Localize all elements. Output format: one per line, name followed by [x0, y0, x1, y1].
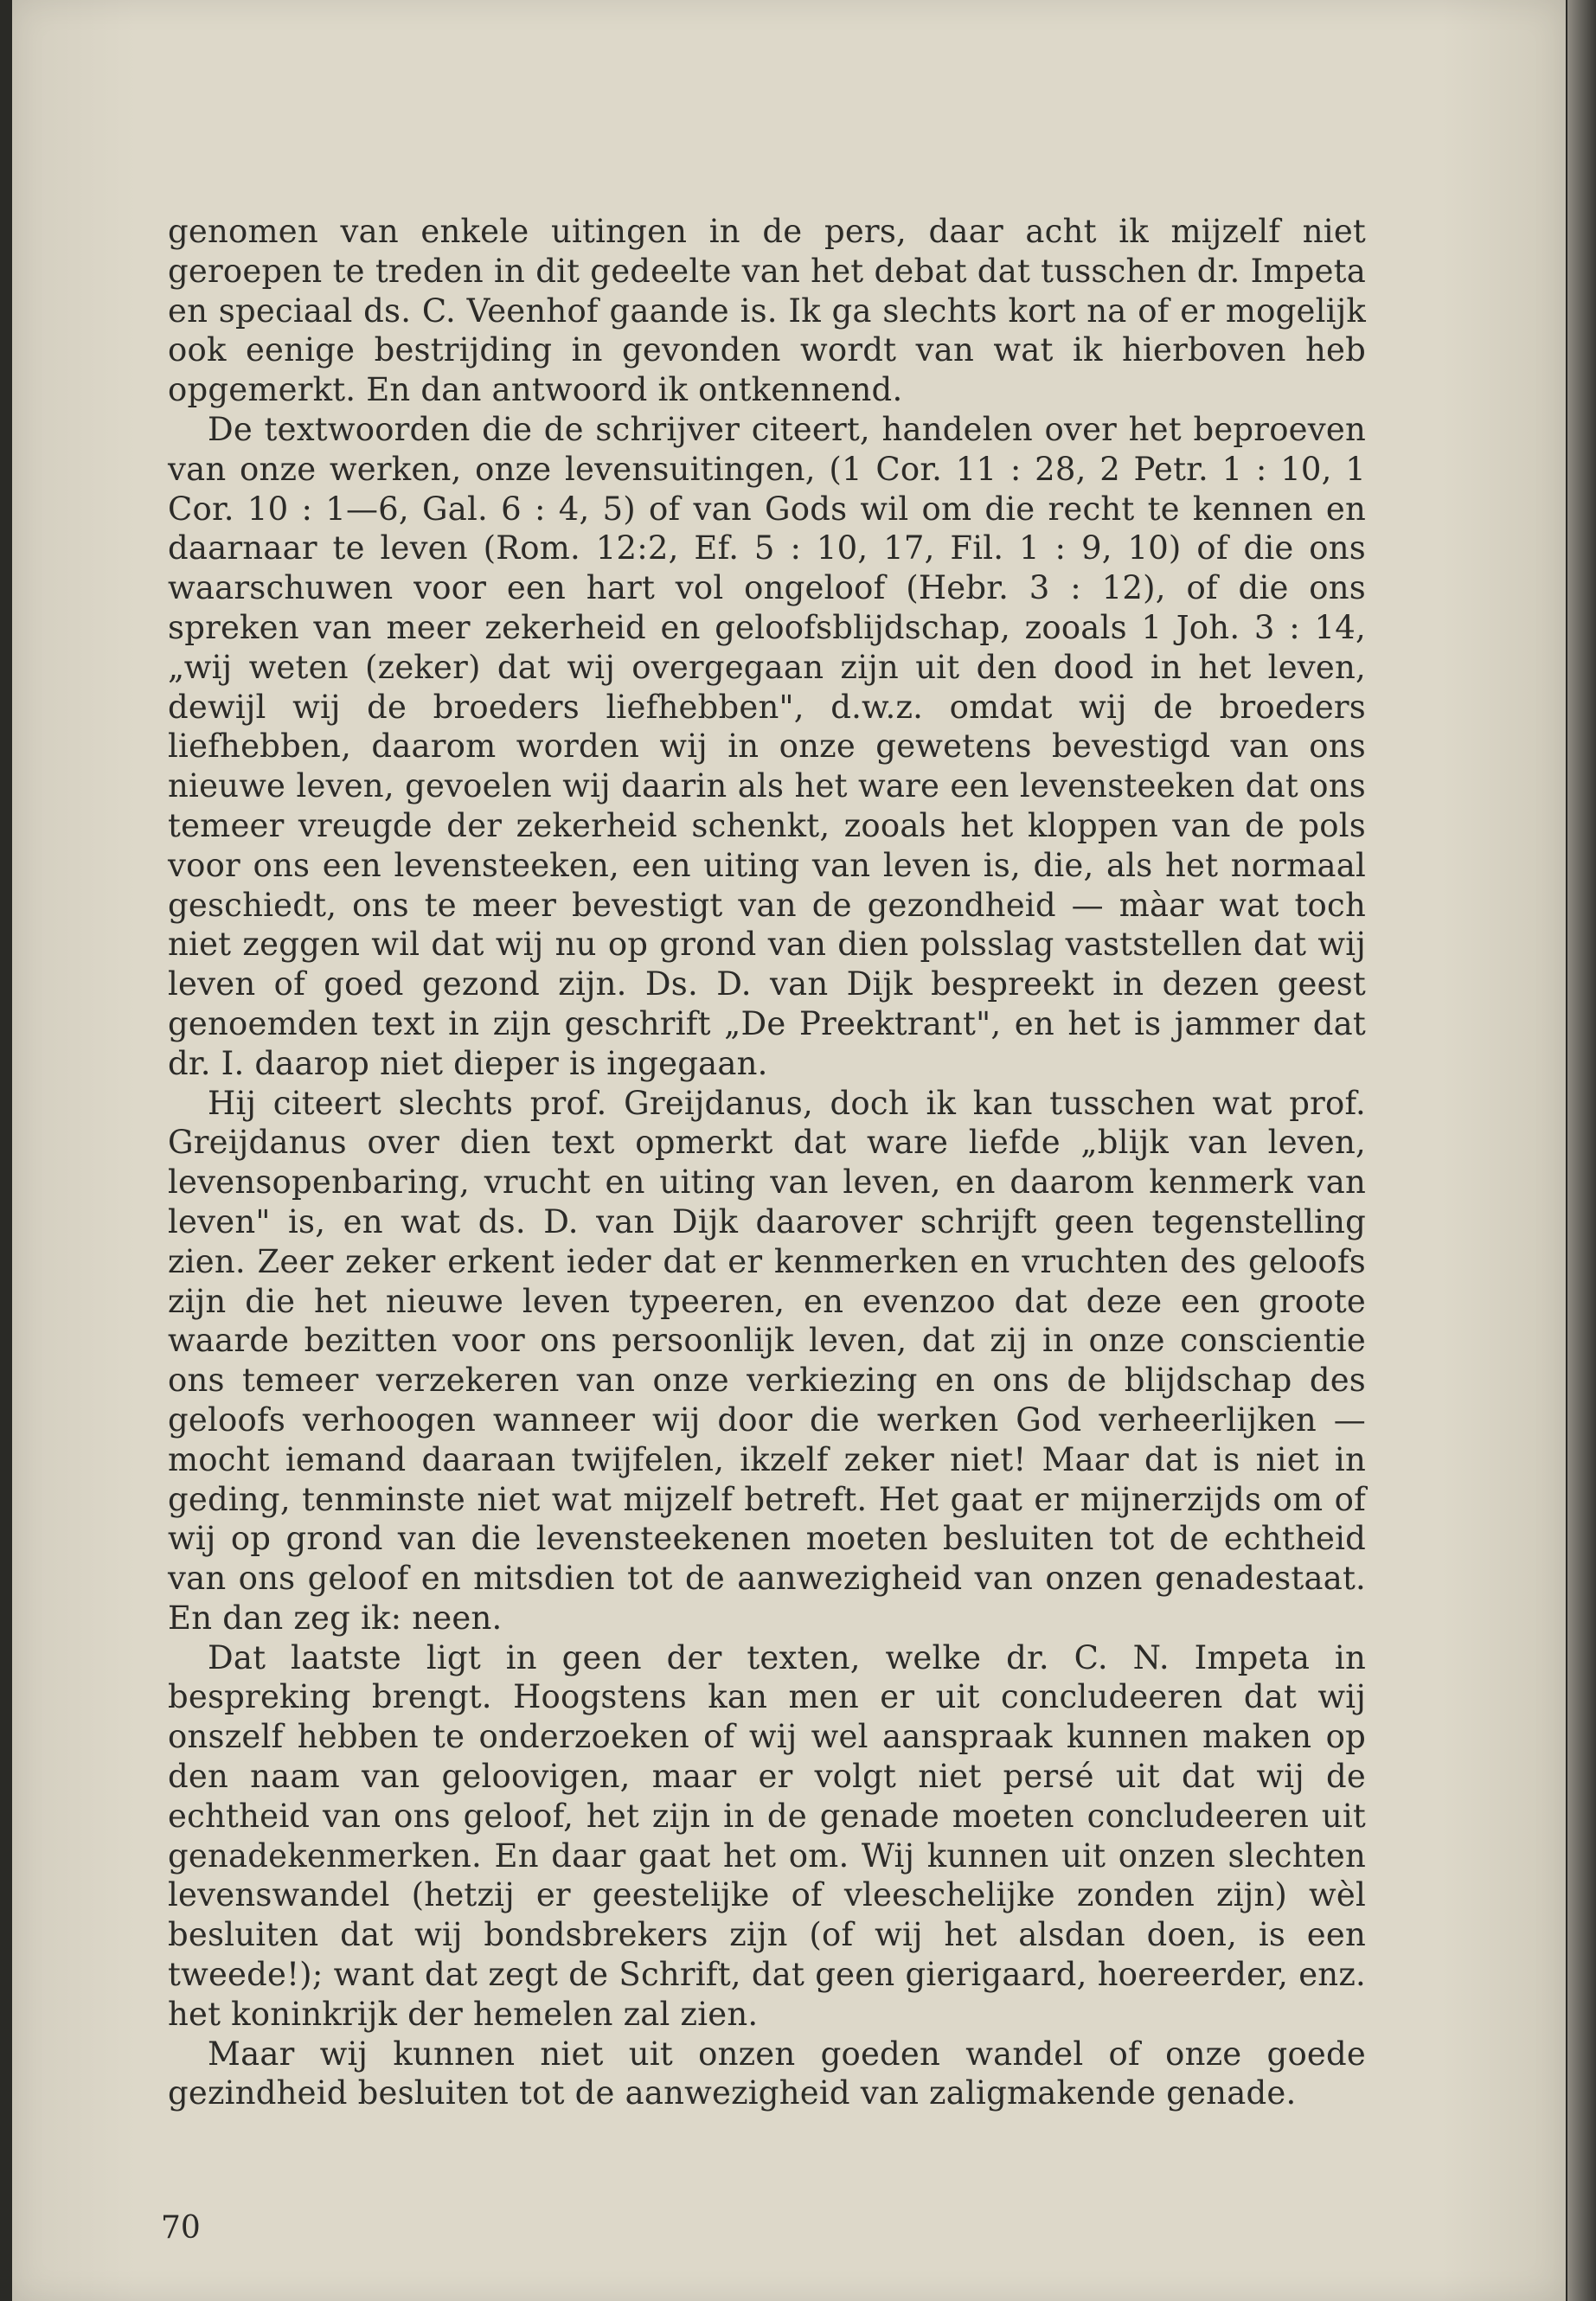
paragraph-4: Dat laatste ligt in geen der texten, welke dr. C. N. Impeta in bespreking brengt. Hoogstens kan men er uit concludeeren dat wij onszelf hebben te onderzoeken of wij wel aanspraak kunnen maken op den naam van geloovigen, maar er volgt niet persé uit dat wij de echtheid van ons geloof, het zijn in de genade moeten concludeeren uit genadekenmerken. En daar gaat het om. Wij kunnen uit onzen slechten levenswandel (hetzij er geestelijke of vleeschelijke zonden zijn) wèl besluiten dat wij bondsbrekers zijn (of wij het alsdan doen, is een tweede!); want dat zegt de Schrift, dat geen gierigaard, hoereerder, enz. het koninkrijk der hemelen zal zien. [168, 1638, 1366, 2033]
body-text [168, 212, 1366, 2113]
paragraph-3: Hij citeert slechts prof. Greijdanus, doch ik kan tusschen wat prof. Greijdanus over dien text opmerkt dat ware liefde „blijk van leven, levensopenbaring, vrucht en uiting van leven, en daarom kenmerk van leven" is, en wat ds. D. van Dijk daarover schrijft geen tegenstelling zien. Zeer zeker erkent ieder dat er kenmerken en vruchten des geloofs zijn die het nieuwe leven typeeren, en evenzoo dat deze een groote waarde bezitten voor ons persoonlijk leven, dat zij in onze conscientie ons temeer verzekeren van onze verkiezing en ons de blijdschap des geloofs verhoogen wanneer wij door die werken God verheerlijken — mocht iemand daaraan twijfelen, ikzelf zeker niet! Maar dat is niet in geding, tenminste niet wat mijzelf betreft. Het gaat er mijnerzijds om of wij op grond van die levensteekenen moeten besluiten tot de echtheid van ons geloof en mitsdien tot de aanwezigheid van onzen genadestaat. En dan zeg ik: neen. [168, 1084, 1366, 1637]
paragraph-2: De textwoorden die de schrijver citeert, handelen over het beproeven van onze werken, onze levensuitingen, (1 Cor. 11 : 28, 2 Petr. 1 : 10, 1 Cor. 10 : 1—6, Gal. 6 : 4, 5) of van Gods wil om die recht te kennen en daarnaar te leven (Rom. 12:2, Ef. 5 : 10, 17, Fil. 1 : 9, 10) of die ons waarschuwen voor een hart vol ongeloof (Hebr. 3 : 12), of die ons spreken van meer zekerheid en geloofsblijdschap, zooals 1 Joh. 3 : 14, „wij weten (zeker) dat wij overgegaan zijn uit den dood in het leven, dewijl wij de broeders liefhebben", d.w.z. omdat wij de broeders liefhebben, daarom worden wij in onze gewetens bevestigd van ons nieuwe leven, gevoelen wij daarin als het ware een levensteeken dat ons temeer vreugde der zekerheid schenkt, zooals het kloppen van de pols voor ons een levensteeken, een uiting van leven is, die, als het normaal geschiedt, ons te meer bevestigt van de gezondheid — màar wat toch niet zeggen wil dat wij nu op grond van dien polsslag vaststellen dat wij leven of goed gezond zijn. Ds. D. van Dijk bespreekt in dezen geest genoemden text in zijn geschrift „De Preektrant", en het is jammer dat dr. I. daarop niet dieper is ingegaan. [168, 410, 1366, 1082]
paragraph-1: genomen van enkele uitingen in de pers, daar acht ik mijzelf niet geroepen te treden in dit gedeelte van het debat dat tusschen dr. Impeta en speciaal ds. C. Veenhof gaande is. Ik ga slechts kort na of er mogelijk ook eenige bestrijding in gevonden wordt van wat ik hierboven heb opgemerkt. En dan antwoord ik ontkennend. [168, 213, 1366, 409]
book-spine-shadow [1567, 0, 1596, 2301]
page-number: 70 [161, 2210, 201, 2246]
paragraph-5: Maar wij kunnen niet uit onzen goeden wandel of onze goede gezindheid besluiten tot de aanwezigheid van zaligmakende genade. [168, 2035, 1366, 2112]
book-page [12, 0, 1566, 2301]
